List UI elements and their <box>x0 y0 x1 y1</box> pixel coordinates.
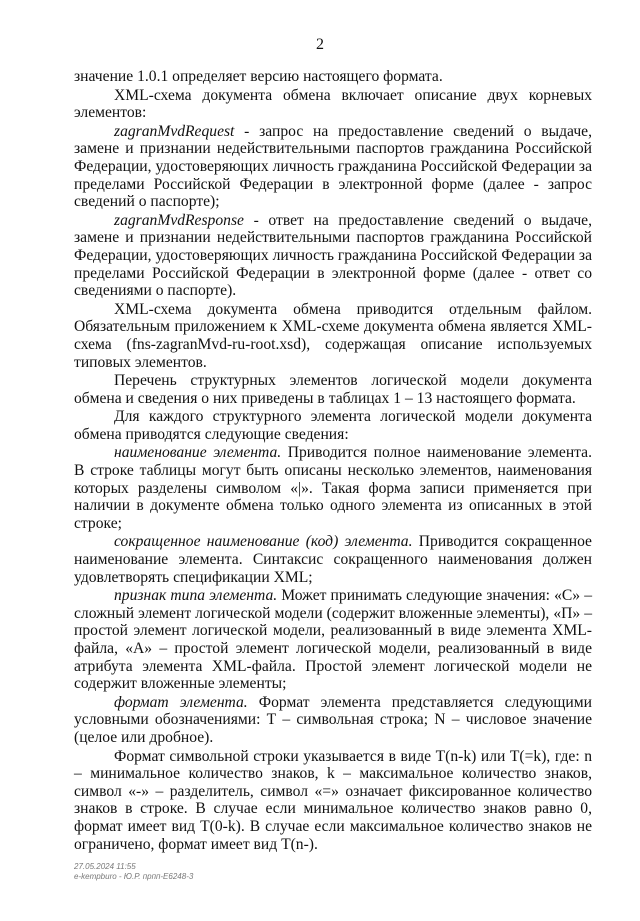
paragraph <box>74 372 592 407</box>
paragraph-text: Формат символьной строки указывается в виде T(n-k) или T(=k), где: n – минимальное количество знаков, k – максимальное количество знаков, символ «-» – разделитель, символ «=» означает фиксированное количество знаков в строке. В случае если минимальное количество знаков равно 0, формат имеет вид T(0-k). В случае если максимальное количество знаков не ограничено, формат имеет вид T(n-). <box>74 747 592 853</box>
page-number: 2 <box>316 36 324 53</box>
paragraph-text: Для каждого структурного элемента логической модели документа обмена приводятся следующие сведения: <box>74 408 592 443</box>
footer-stamp <box>74 862 193 882</box>
paragraph-text: - запрос на предоставление сведений о выдаче, замене и признании недействительными паспортов гражданина Российской Федерации, удостоверяющих личность гражданина Российской Федерации за пределами Российской Федерации в электронной форме (далее - запрос сведений о паспорте); <box>74 122 592 211</box>
paragraph-text: Может принимать следующие значения: «С» – сложный элемент логической модели (содержит вложенные элементы), «П» – простой элемент логической модели, реализованный в виде элемента XML-файла, «А» – простой элемент логической модели, реализованный в виде атрибута элемента XML-файла. Простой элемент логической модели не содержит вложенные элементы; <box>74 587 592 693</box>
paragraph-text: Перечень структурных элементов логической модели документа обмена и сведения о них приведены в таблицах 1 – 13 настоящего формата. <box>74 372 592 407</box>
paragraph-text: Формат элемента представляется следующими условными обозначениями: Т – символьная строка; N – числовое значение (целое или дробное). <box>74 693 592 746</box>
paragraph <box>74 301 592 371</box>
paragraph <box>74 533 592 586</box>
paragraph <box>74 587 592 693</box>
paragraph <box>74 123 592 211</box>
paragraph-text: XML-схема документа обмена включает описание двух корневых элементов: <box>74 86 592 122</box>
italic-term: признак типа элемента. <box>114 587 278 605</box>
paragraph-text: XML-схема документа обмена приводится отдельным файлом. Обязательным приложением к XML-схеме документа обмена является XML-схема (fns-zagranMvd-ru-root.xsd), содержащая описание используемых типовых элементов. <box>74 300 592 371</box>
paragraph-text: - ответ на предоставление сведений о выдаче, замене и признании недействительными паспортов гражданина Российской Федерации, удостоверяющих личность гражданина Российской Федерации за пределами Российской Федерации в электронной форме (далее - ответ со сведениями о паспорте). <box>74 211 592 300</box>
document-body <box>74 68 592 854</box>
italic-term: zagranMvdRequest <box>114 122 235 140</box>
italic-term: zagranMvdResponse <box>114 211 244 229</box>
footer-id: e-kempburo - Ю.Р. прпп-Е6248-3 <box>74 872 194 881</box>
paragraph <box>74 68 592 86</box>
paragraph <box>74 87 592 122</box>
paragraph-text: Приводится сокращенное наименование элемента. Синтаксис сокращенного наименования должен удовлетворять спецификации XML; <box>74 533 592 586</box>
italic-term: сокращенное наименование (код) элемента. <box>114 533 413 551</box>
paragraph-text: Приводится полное наименование элемента. В строке таблицы могут быть описаны несколько элементов, наименования которых разделены символом «|». Такая форма записи применяется при наличии в документе обмена только одного элемента из описанных в этой строке; <box>74 444 592 532</box>
paragraph <box>74 694 592 747</box>
paragraph <box>74 212 592 300</box>
italic-term: наименование элемента. <box>114 444 282 462</box>
italic-term: формат элемента. <box>114 693 248 711</box>
paragraph-text: значение 1.0.1 определяет версию настоящего формата. <box>74 68 443 85</box>
footer-timestamp: 27.05.2024 11:55 <box>74 862 136 871</box>
paragraph <box>74 748 592 854</box>
paragraph <box>74 444 592 532</box>
paragraph <box>74 408 592 443</box>
